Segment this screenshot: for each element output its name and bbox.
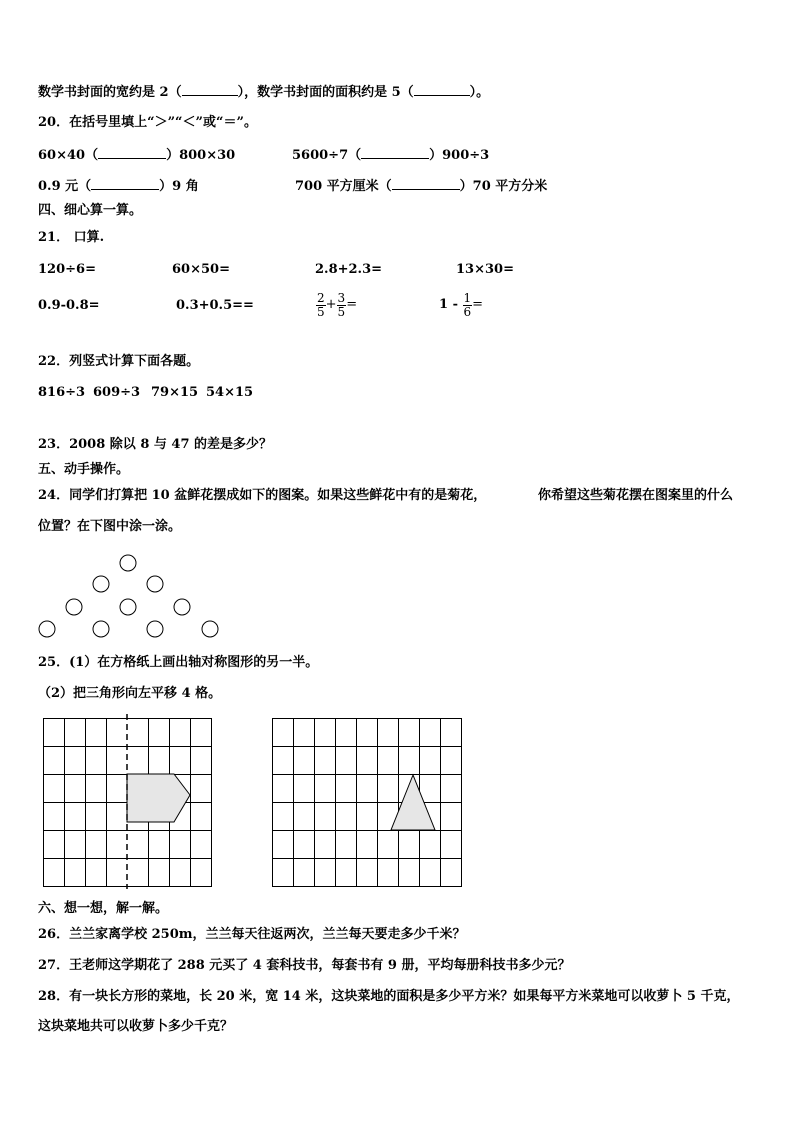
- q21-title: 21． 口算.: [38, 230, 105, 245]
- oral-calc: 13×30=: [456, 262, 514, 277]
- q19-line: 数学书封面的宽约是 2（ ），数学书封面的面积约是 5（ ）。: [38, 85, 490, 100]
- vertical-calc-item: 609÷3: [93, 385, 141, 400]
- oral-calc: 120÷6=: [38, 262, 96, 277]
- section-title: 六、想一想，解一解。: [38, 901, 169, 916]
- q24-line2: 位置？在下图中涂一涂。: [38, 519, 182, 534]
- q27-text: 27．王老师这学期花了 288 元买了 4 套科技书，每套书有 9 册，平均每册科技书多少元？: [38, 958, 571, 973]
- q22-title: 22．列竖式计算下面各题。: [38, 354, 200, 369]
- q28-line2: 这块菜地共可以收萝卜多少千克？: [38, 1019, 234, 1034]
- fraction-expression: $\frac{2}{5}$ + $\frac{3}{5}$ =: [317, 290, 358, 319]
- oral-calc: 2.8+2.3=: [315, 262, 383, 277]
- q25-part1: 25．(1）在方格纸上画出轴对称图形的另一半。: [38, 655, 319, 670]
- fraction-expression: 1 - $\frac{1}{6}$ =: [439, 290, 484, 319]
- fraction: $\frac{3}{5}$: [337, 290, 346, 319]
- q20-item-a: 60×40（ ）800×30: [38, 148, 236, 163]
- q20-item-b: 5600÷7（ ）900÷3: [292, 148, 490, 163]
- half-shape: [127, 774, 190, 822]
- fraction: $\frac{2}{5}$: [317, 290, 325, 319]
- vertical-calc-item: 54×15: [206, 385, 254, 400]
- oral-calc: 60×50=: [172, 262, 230, 277]
- q20-title: 20．在括号里填上“＞”“＜”或“＝”。: [38, 115, 257, 130]
- q24-line1: 24．同学们打算把 10 盆鲜花摆成如下的图案。如果这些鲜花中有的是菊花，: [38, 488, 487, 503]
- q28-line1: 28．有一块长方形的菜地，长 20 米，宽 14 米，这块菜地的面积是多少平方米？如果每平方米菜地可以收萝卜 5 千克，: [38, 989, 740, 1004]
- vertical-calc-item: 79×15: [151, 385, 199, 400]
- oral-calc: 0.9-0.8=: [38, 298, 100, 313]
- oral-calc: 0.3+0.5==: [176, 298, 254, 313]
- fraction: $\frac{1}{6}$: [463, 290, 472, 319]
- section-title: 五、动手操作。: [38, 462, 130, 477]
- q24-line1-cont: 你希望这些菊花摆在图案里的什么: [538, 488, 734, 503]
- q25-part2: （2）把三角形向左平移 4 格。: [38, 686, 222, 701]
- q20-item-c: 0.9 元（ ）9 角: [38, 179, 199, 194]
- q26-text: 26．兰兰家离学校 250m，兰兰每天往返两次，兰兰每天要走多少千米？: [38, 927, 466, 942]
- q23-text: 23．2008 除以 8 与 47 的差是多少？: [38, 437, 273, 452]
- vertical-calc-item: 816÷3: [38, 385, 86, 400]
- section-title: 四、细心算一算。: [38, 203, 143, 218]
- right-grid[interactable]: [273, 719, 462, 887]
- q20-item-d: 700 平方厘米（ ）70 平方分米: [295, 179, 548, 194]
